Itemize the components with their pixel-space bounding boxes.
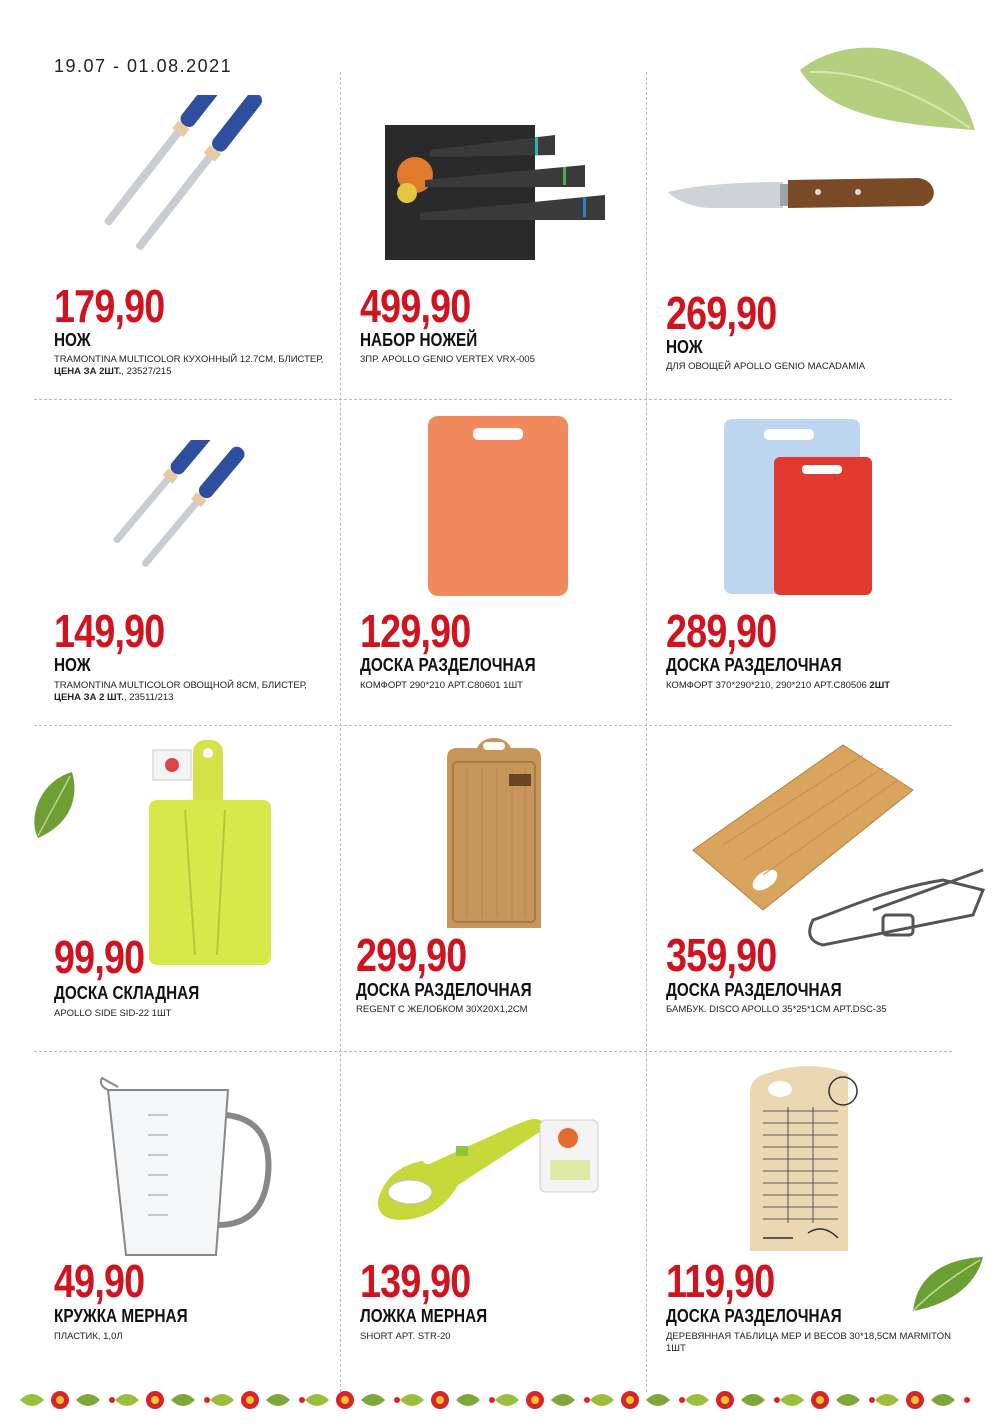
product-image-knife-pair — [70, 95, 280, 265]
date-range: 19.07 - 01.08.2021 — [54, 56, 233, 76]
product-description: ДЛЯ ОВОЩЕЙ APOLLO GENIO MACADAMIA — [666, 361, 866, 372]
product-name: НАБОР НОЖЕЙ — [360, 330, 478, 350]
product-price: 499,90 — [360, 280, 471, 332]
product-description: БАМБУК. DISCO APOLLO 35*25*1СМ АРТ.DSC-35 — [666, 1004, 887, 1015]
product-price: 129,90 — [360, 605, 471, 657]
product-image-knife-wood — [668, 170, 943, 220]
leaf-decoration-bottom-right — [905, 1255, 985, 1315]
product-name: ДОСКА СКЛАДНАЯ — [54, 983, 200, 1003]
product-image-board-bamboo — [437, 738, 551, 933]
product-image-board-wood-table — [748, 1063, 868, 1253]
floral-border-decoration — [0, 1380, 1000, 1420]
product-price: 49,90 — [54, 1255, 145, 1307]
product-name: ДОСКА РАЗДЕЛОЧНАЯ — [666, 655, 842, 675]
product-description: КОМФОРТ 290*210 АРТ.C80601 1ШТ — [360, 680, 523, 691]
product-price: 299,90 — [356, 929, 467, 981]
product-description: TRAMONTINA MULTICOLOR КУХОННЫЙ 12.7СМ, БЛИСТЕР, ЦЕНА ЗА 2ШТ., 23527/215 — [54, 354, 324, 377]
product-price: 179,90 — [54, 280, 165, 332]
product-name: НОЖ — [54, 330, 91, 350]
product-price: 289,90 — [666, 605, 777, 657]
product-name: ДОСКА РАЗДЕЛОЧНАЯ — [666, 1306, 842, 1326]
product-price: 269,90 — [666, 287, 777, 339]
row-divider — [34, 1051, 952, 1052]
product-name: НОЖ — [666, 337, 703, 357]
product-description: 3ПР. APOLLO GENIO VERTEX VRX-005 — [360, 354, 535, 365]
product-price: 119,90 — [666, 1255, 775, 1307]
product-image-knife-set — [385, 125, 615, 260]
product-price: 99,90 — [54, 931, 145, 983]
product-name: КРУЖКА МЕРНАЯ — [54, 1306, 188, 1326]
product-description: SHORT АРТ. STR-20 — [360, 1331, 451, 1342]
product-image-board-blue-red — [724, 419, 874, 597]
column-divider — [340, 72, 341, 1392]
product-name: ДОСКА РАЗДЕЛОЧНАЯ — [356, 980, 532, 1000]
leaf-decoration-top-right — [790, 30, 980, 150]
product-price: 359,90 — [666, 929, 777, 981]
product-description: TRAMONTINA MULTICOLOR ОВОЩНОЙ 8СМ, БЛИСТЕР, ЦЕНА ЗА 2 ШТ., 23511/213 — [54, 680, 307, 703]
product-name: ЛОЖКА МЕРНАЯ — [360, 1306, 488, 1326]
product-image-measuring-jug — [98, 1075, 280, 1260]
product-description: ПЛАСТИК, 1,0Л — [54, 1331, 123, 1342]
product-name: ДОСКА РАЗДЕЛОЧНАЯ — [666, 980, 842, 1000]
product-name: ДОСКА РАЗДЕЛОЧНАЯ — [360, 655, 536, 675]
product-description: REGENT С ЖЕЛОБКОМ 30X20X1,2СМ — [356, 1004, 528, 1015]
product-description: КОМФОРТ 370*290*210, 290*210 АРТ.C80506 2ШТ — [666, 680, 891, 691]
product-price: 149,90 — [54, 605, 165, 657]
product-description: ДЕРЕВЯННАЯ ТАБЛИЦА МЕР И ВЕСОВ 30*18,5СМ MARMITON 1ШТ — [666, 1331, 951, 1354]
row-divider — [34, 399, 952, 400]
product-description: APOLLO SIDE SID-22 1ШТ — [54, 1008, 172, 1019]
product-image-board-orange — [428, 416, 568, 596]
leaf-decoration-left — [28, 770, 84, 840]
product-price: 139,90 — [360, 1255, 471, 1307]
product-image-measuring-spoon — [368, 1080, 638, 1245]
column-divider — [646, 72, 647, 1392]
product-image-board-folding — [145, 740, 275, 965]
row-divider — [34, 725, 952, 726]
product-image-knife-pair-small — [80, 440, 260, 580]
product-name: НОЖ — [54, 655, 91, 675]
